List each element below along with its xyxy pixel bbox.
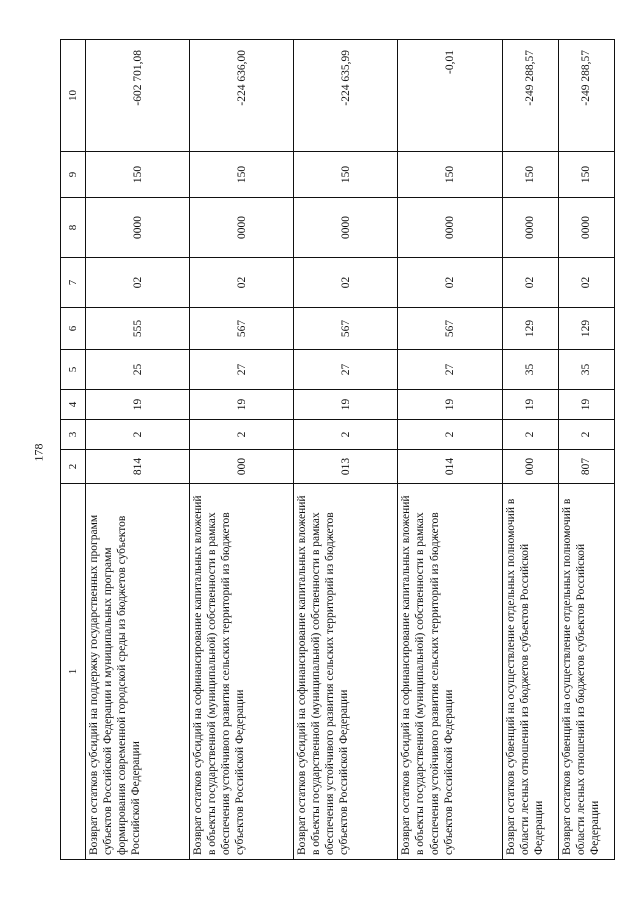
page-number: 178 [31,443,46,461]
column-header: 2 [61,450,86,484]
element-code-cell: 02 [398,258,502,308]
classification-code-cell: 150 [502,152,558,198]
program-code-cell: 0000 [502,198,558,258]
amount-cell: -0,01 [398,40,502,152]
column-header: 8 [61,198,86,258]
column-header: 7 [61,258,86,308]
article-code-cell: 35 [502,350,558,390]
table-frame [60,40,615,860]
column-header: 4 [61,390,86,420]
row-name-cell: Возврат остатков субсидий на софинансирование капитальных вложений в объекты государственной (муниципальной) собственности в рамках обеспечения устойчивого развития сельских территорий из бюджетов субъектов Российской Федерации [190,484,294,860]
subarticle-code-cell: 567 [190,308,294,350]
article-code-cell: 27 [294,350,398,390]
subgroup-code-cell: 19 [294,390,398,420]
table-row [190,40,294,860]
admin-code-cell: 013 [294,450,398,484]
element-code-cell: 02 [294,258,398,308]
table-row [86,40,190,860]
program-code-cell: 0000 [398,198,502,258]
subarticle-code-cell: 555 [86,308,190,350]
article-code-cell: 27 [190,350,294,390]
element-code-cell: 02 [190,258,294,308]
column-header: 3 [61,420,86,450]
table-row [558,40,614,860]
column-header: 1 [61,484,86,860]
program-code-cell: 0000 [294,198,398,258]
amount-cell: -224 636,00 [190,40,294,152]
classification-code-cell: 150 [398,152,502,198]
column-header: 5 [61,350,86,390]
subgroup-code-cell: 19 [86,390,190,420]
classification-code-cell: 150 [558,152,614,198]
subgroup-code-cell: 19 [558,390,614,420]
program-code-cell: 0000 [558,198,614,258]
table-row [502,40,558,860]
admin-code-cell: 000 [502,450,558,484]
subgroup-code-cell: 19 [502,390,558,420]
admin-code-cell: 807 [558,450,614,484]
group-code-cell: 2 [398,420,502,450]
group-code-cell: 2 [294,420,398,450]
table-row [398,40,502,860]
row-name-cell: Возврат остатков субсидий на софинансирование капитальных вложений в объекты государственной (муниципальной) собственности в рамках обеспечения устойчивого развития сельских территорий из бюджетов субъектов Российской Федерации [294,484,398,860]
subarticle-code-cell: 567 [398,308,502,350]
subarticle-code-cell: 129 [558,308,614,350]
group-code-cell: 2 [86,420,190,450]
subarticle-code-cell: 567 [294,308,398,350]
table-row [294,40,398,860]
budget-table [60,39,615,860]
admin-code-cell: 000 [190,450,294,484]
group-code-cell: 2 [502,420,558,450]
subgroup-code-cell: 19 [190,390,294,420]
classification-code-cell: 150 [294,152,398,198]
program-code-cell: 0000 [190,198,294,258]
header-row [61,40,86,860]
element-code-cell: 02 [502,258,558,308]
amount-cell: -249 288,57 [558,40,614,152]
row-name-cell: Возврат остатков субвенций на осуществление отдельных полномочий в области лесных отношений из бюджетов субъектов Российской Федерации [558,484,614,860]
classification-code-cell: 150 [190,152,294,198]
subgroup-code-cell: 19 [398,390,502,420]
group-code-cell: 2 [190,420,294,450]
column-header: 9 [61,152,86,198]
admin-code-cell: 014 [398,450,502,484]
element-code-cell: 02 [86,258,190,308]
column-header: 6 [61,308,86,350]
amount-cell: -602 701,08 [86,40,190,152]
row-name-cell: Возврат остатков субвенций на осуществление отдельных полномочий в области лесных отношений из бюджетов субъектов Российской Федерации [502,484,558,860]
rotated-table-container [60,40,615,860]
program-code-cell: 0000 [86,198,190,258]
article-code-cell: 27 [398,350,502,390]
column-header: 10 [61,40,86,152]
subarticle-code-cell: 129 [502,308,558,350]
element-code-cell: 02 [558,258,614,308]
row-name-cell: Возврат остатков субсидий на софинансирование капитальных вложений в объекты государственной (муниципальной) собственности в рамках обеспечения устойчивого развития сельских территорий из бюджетов субъектов Российской Федерации [398,484,502,860]
page-number-container [24,432,54,472]
amount-cell: -224 635,99 [294,40,398,152]
classification-code-cell: 150 [86,152,190,198]
group-code-cell: 2 [558,420,614,450]
row-name-cell: Возврат остатков субсидий на поддержку государственных программ субъектов Российской Федерации и муниципальных программ формирования современной городской среды из бюджетов субъектов Российской Федерации [86,484,190,860]
article-code-cell: 35 [558,350,614,390]
admin-code-cell: 814 [86,450,190,484]
amount-cell: -249 288,57 [502,40,558,152]
article-code-cell: 25 [86,350,190,390]
